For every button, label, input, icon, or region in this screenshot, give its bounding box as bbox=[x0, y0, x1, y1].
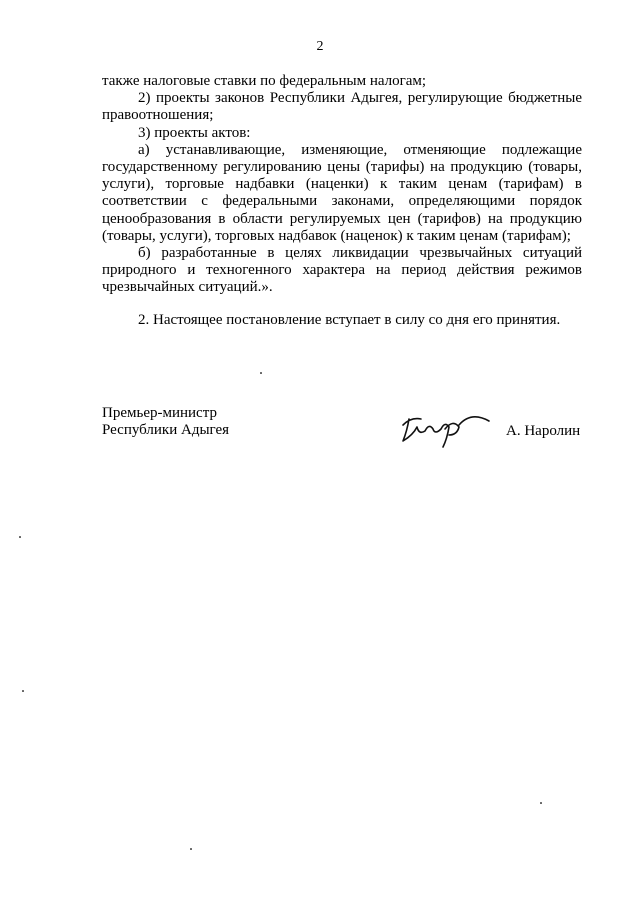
scan-speck bbox=[22, 690, 24, 692]
paragraph-item-b: б) разработанные в целях ликвидации чрезвычайных ситуаций природного и техногенного характера на период действия режимов чрезвычайных ситуаций.». bbox=[102, 245, 582, 296]
paragraph-budget-laws: 2) проекты законов Республики Адыгея, регулирующие бюджетные правоотношения; bbox=[102, 90, 582, 124]
paragraph-item-a: а) устанавливающие, изменяющие, отменяющие подлежащие государственному регулированию цены (тарифы) на продукцию (товары, услуги), торговые надбавки (наценки) к таким ценам (тарифам) в соответствии с федеральными законами, определяющими порядок ценообразования в области регулируемых цен (тарифов) на продукцию (товары, услуги), торговых надбавок (наценок) к таким ценам (тарифам); bbox=[102, 141, 582, 244]
signatory-name: А. Наролин bbox=[506, 423, 581, 439]
signatory-region: Республики Адыгея bbox=[102, 422, 230, 439]
scan-speck bbox=[19, 536, 21, 538]
scan-speck bbox=[540, 802, 542, 804]
handwritten-signature bbox=[397, 405, 492, 450]
document-body bbox=[102, 73, 582, 329]
scan-speck bbox=[260, 372, 262, 374]
page-number: 2 bbox=[316, 39, 324, 54]
paragraph-effective-date: 2. Настоящее постановление вступает в силу со дня его принятия. bbox=[138, 311, 561, 328]
scan-speck bbox=[190, 848, 192, 850]
paragraph-acts: 3) проекты актов: bbox=[138, 124, 251, 141]
paragraph-tax-rates: также налоговые ставки по федеральным налогам; bbox=[102, 73, 427, 89]
signatory-title: Премьер-министр bbox=[102, 405, 217, 421]
signatory-position bbox=[102, 405, 229, 439]
